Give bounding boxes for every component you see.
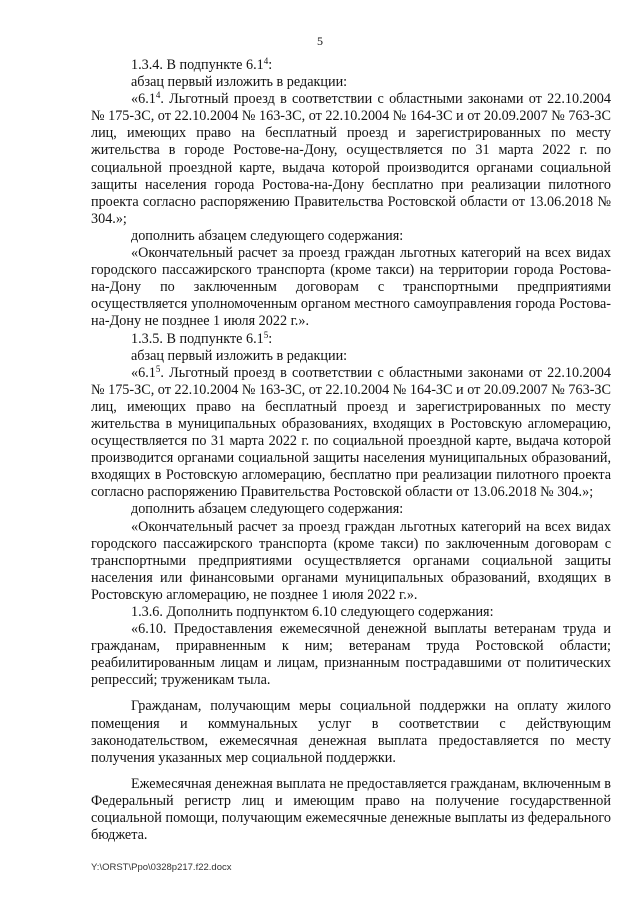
- paragraph-federal-register: Ежемесячная денежная выплата не предоставляется гражданам, включенным в Федеральный регистр лиц и имеющим право на получение государственной социальной помощи, получающим ежемесячные денежные выплаты из федерального бюджета.: [91, 775, 611, 844]
- paragraph-1-3-5-heading: 1.3.5. В подпункте $6.1^5$:: [131, 329, 273, 347]
- paragraph-1-3-4-heading: 1.3.4. В подпункте $6.1^4$:: [131, 56, 273, 73]
- document-body: [91, 57, 611, 844]
- paragraph-housing-support: Гражданам, получающим меры социальной поддержки на оплату жилого помещения и коммунальных услуг в соответствии с действующим законодательством, ежемесячная денежная выплата предоставляется по месту получения указанных мер социальной поддержки.: [91, 698, 611, 766]
- paragraph-instruction: дополнить абзацем следующего содержания:: [131, 227, 404, 244]
- paragraph-instruction: абзац первый изложить в редакции:: [131, 74, 348, 91]
- page-number: 5: [317, 34, 323, 48]
- paragraph-final-settlement-agglomeration: «Окончательный расчет за проезд граждан льготных категорий на всех видах городского пассажирского транспорта (кроме такси) по заключенным договорам с транспортными предприятиями осуществляется органами социальной защиты населения или финансовыми органами муниципальных образований, входящих в Ростовскую агломерацию, не позднее 1 июля 2022 г.».: [91, 518, 611, 603]
- paragraph-instruction: абзац первый изложить в редакции:: [131, 347, 348, 364]
- file-path-footer: Y:\ORST\Ppo\0328p217.f22.docx: [91, 862, 232, 873]
- paragraph-6-1-4-text: «$6.1^4$. Льготный проезд в соответствии с областными законами от 22.10.2004 № 175-ЗС, от 22.10.2004 № 163-ЗС, от 22.10.2004 № 164-ЗС и от 20.09.2007 № 763-ЗС лиц, имеющих право на бесплатный проезд и зарегистрированных по месту жительства в городе Ростове-на-Дону, осуществляется по 31 марта 2022 г. по социальной проездной карте, выдача которой производится органами социальной защиты населения города Ростова-на-Дону бесплатно при реализации пилотного проекта согласно распоряжению Правительства Ростовской области от 13.06.2018 № 304.»;: [91, 90, 611, 227]
- paragraph-6-10-text: «6.10. Предоставления ежемесячной денежной выплаты ветеранам труда и гражданам, приравненным к ним; ветеранам труда Ростовской области; реабилитированным лицам и лицам, признанным пострадавшими от политических репрессий; труженикам тыла.: [91, 621, 611, 689]
- paragraph-1-3-6-heading: 1.3.6. Дополнить подпунктом 6.10 следующего содержания:: [131, 604, 494, 620]
- paragraph-6-1-5-text: «$6.1^5$. Льготный проезд в соответствии с областными законами от 22.10.2004 № 175-ЗС, от 22.10.2004 № 163-ЗС, от 22.10.2004 № 164-ЗС и от 20.09.2007 № 763-ЗС лиц, имеющих право на бесплатный проезд и зарегистрированных по месту жительства в муниципальных образованиях, входящих в Ростовскую агломерацию, осуществляется по 31 марта 2022 г. по социальной проездной карте, выдача которой производится органами социальной защиты населения муниципальных образований, входящих в Ростовскую агломерацию, бесплатно при реализации пилотного проекта согласно распоряжению Правительства Ростовской области от 13.06.2018 № 304.»;: [91, 363, 611, 501]
- paragraph-final-settlement-rostov: «Окончательный расчет за проезд граждан льготных категорий на всех видах городского пассажирского транспорта (кроме такси) на территории города Ростова-на-Дону по заключенным договорам с транспортными предприятиями осуществляется уполномоченным органом местного самоуправления города Ростова-на-Дону не позднее 1 июля 2022 г.».: [91, 245, 611, 330]
- paragraph-instruction: дополнить абзацем следующего содержания:: [131, 501, 404, 518]
